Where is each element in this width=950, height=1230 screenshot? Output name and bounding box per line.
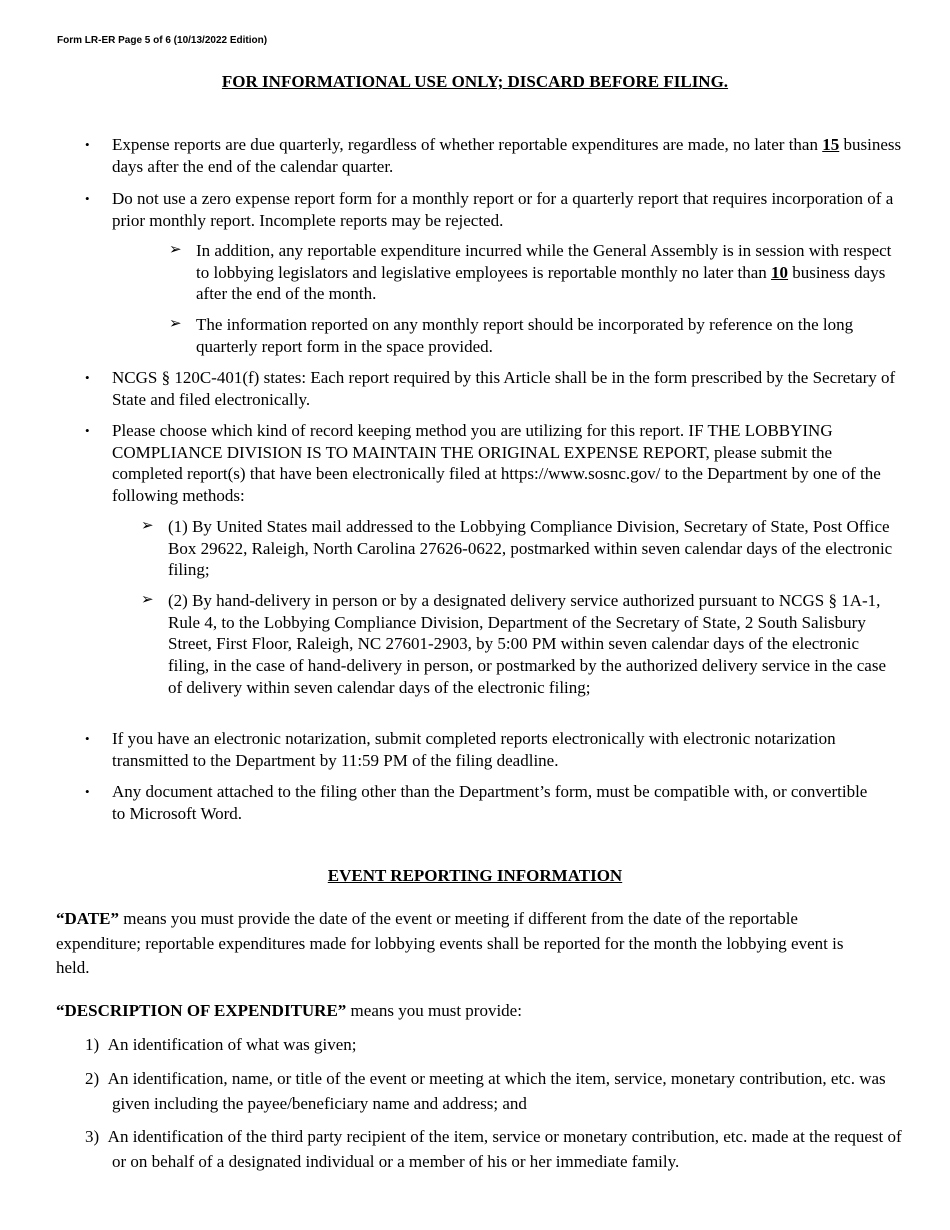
form-id-header: Form LR-ER Page 5 of 6 (10/13/2022 Edition) [57,35,268,46]
bullet-icon: • [85,137,90,152]
sub-bullet-hand-delivery-method: (2) By hand-delivery in person or by a designated delivery service authorized pursuant to NCGS § 1A-1, Rule 4, to the Lobbying Compliance Division, Department of the Secretary of State, 2 South Salisbury Street, First Floor, Raleigh, NC 27601-2903, by 5:00 PM within seven calendar days of the electronic filing, in the case of hand-delivery in person, or postmarked by the authorized delivery service in the case of delivery within seven calendar days of the electronic filing; [168,591,887,697]
bullet-electronic-notarization: If you have an electronic notarization, submit completed reports electronically with electronic notarization transmitted to the Department by 11:59 PM of the filing deadline. [112,729,836,770]
date-term: “DATE” [56,909,119,928]
days-10: 10 [771,262,789,282]
arrow-bullet-icon: ➢ [141,518,154,534]
sub-bullet-mail-method: (1) By United States mail addressed to the Lobbying Compliance Division, Secretary of State, Post Office Box 29622, Raleigh, North Carolina 27626-0622, postmarked within seven calendar days of the electronic filing; [168,517,893,580]
bullet-icon: • [85,191,90,206]
arrow-bullet-icon: ➢ [169,316,182,332]
date-definition: “DATE” means you must provide the date of the event or meeting if different from the date of the reportable expenditure; reportable expenditures made for lobbying events shall be reported for the month the lobbying event is held. [56,909,844,977]
sub-bullet-monthly-incorporated: The information reported on any monthly report should be incorporated by reference on the long quarterly report form in the space provided. [196,315,854,356]
event-section-title: EVENT REPORTING INFORMATION [327,866,623,885]
list-item: 3) An identification of the third party recipient of the item, service or monetary contribution, etc. made at the request of or on behalf of a designated individual or a member of his or her immediate family. [85,1127,902,1171]
notice-title: FOR INFORMATIONAL USE ONLY; DISCARD BEFORE FILING. [221,72,729,91]
description-term: “DESCRIPTION OF EXPENDITURE” [56,1001,347,1020]
description-definition: “DESCRIPTION OF EXPENDITURE” means you must provide: [56,1001,522,1020]
bullet-record-keeping: Please choose which kind of record keeping method you are utilizing for this report. IF THE LOBBYING COMPLIANCE DIVISION IS TO MAINTAIN THE ORIGINAL EXPENSE REPORT, please submit the completed report(s) that have been electronically filed at https://www.sosnc.gov/ to the Department by one of the following methods: [112,421,881,506]
bullet-due-quarterly: Expense reports are due quarterly, regardless of whether reportable expenditures are made, no later than 15 business days after the end of the calendar quarter. [112,135,902,176]
bullet-zero-expense: Do not use a zero expense report form for a monthly report or for a quarterly report that requires incorporation of a prior monthly report. Incomplete reports may be rejected. [112,189,894,230]
bullet-attached-document: Any document attached to the filing other than the Department’s form, must be compatible with, or convertible to Microsoft Word. [112,782,868,823]
bullet-icon: • [85,784,90,799]
sub-bullet-session-monthly: In addition, any reportable expenditure incurred while the General Assembly is in session with respect to lobbying legislators and legislative employees is reportable monthly no later than 10 business days after the end of the month. [196,241,892,304]
arrow-bullet-icon: ➢ [169,242,182,258]
list-item: 1) An identification of what was given; [85,1035,357,1054]
arrow-bullet-icon: ➢ [141,592,154,608]
bullet-icon: • [85,423,90,438]
bullet-icon: • [85,370,90,385]
days-15: 15 [822,135,840,154]
list-item: 2) An identification, name, or title of the event or meeting at which the item, service, monetary contribution, etc. was given including the payee/beneficiary name and address; and [85,1069,886,1113]
bullet-icon: • [85,731,90,746]
bullet-ncgs-statute: NCGS § 120C-401(f) states: Each report required by this Article shall be in the form prescribed by the Secretary of State and filed electronically. [112,368,896,409]
